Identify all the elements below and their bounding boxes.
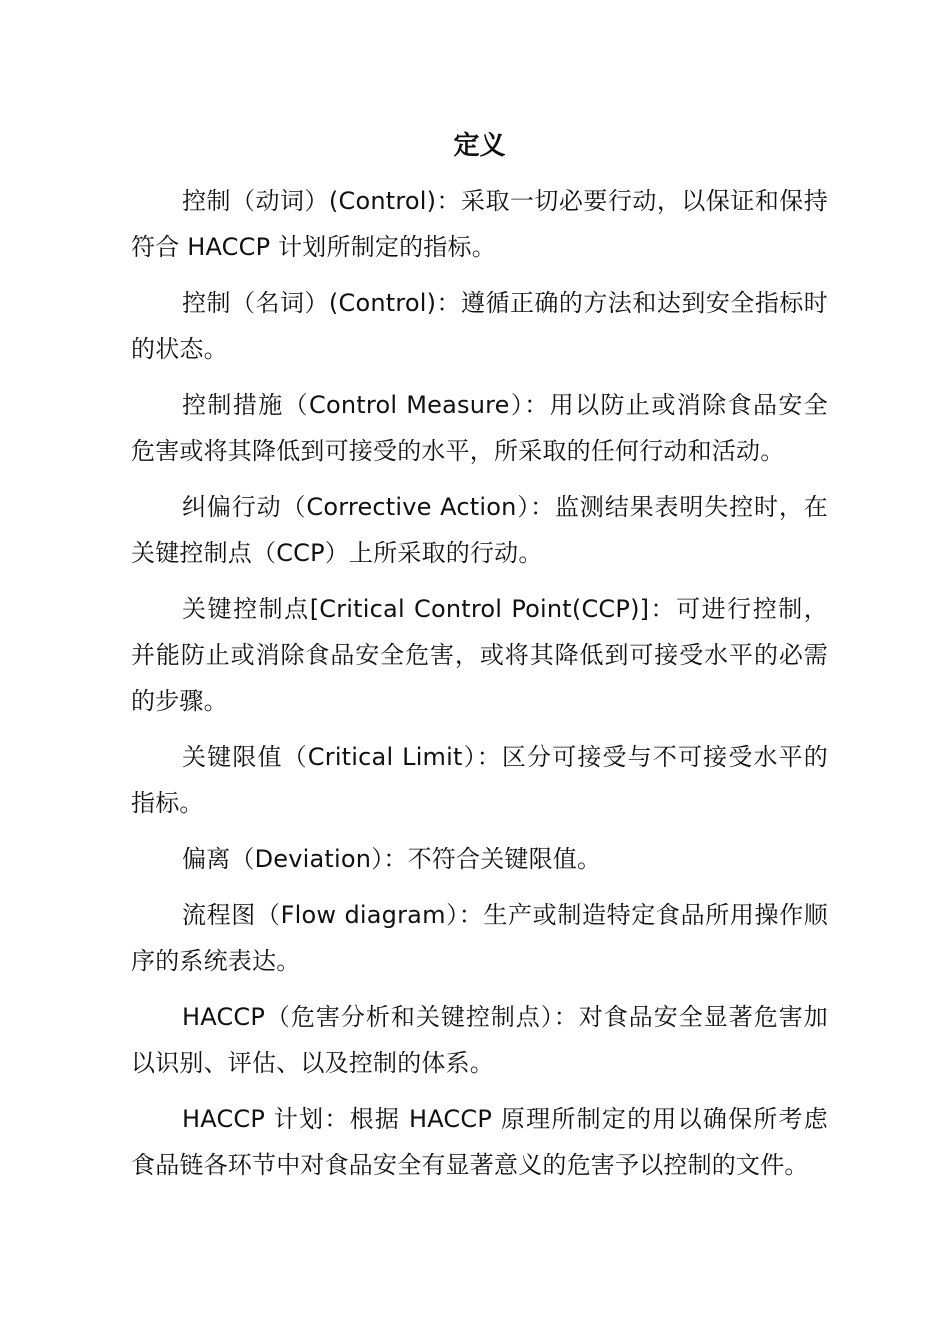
definition-critical-limit: 关键限值（Critical Limit）：区分可接受与不可接受水平的指标。 [131, 743, 828, 817]
page-title: 定义 [453, 131, 506, 161]
definition-corrective-action: 纠偏行动（Corrective Action）：监测结果表明失控时，在关键控制点（CCP）上所采取的行动。 [131, 493, 828, 567]
definition-ccp: 关键控制点[Critical Control Point(CCP)]：可进行控制，并能防止或消除食品安全危害，或将其降低到可接受水平的必需的步骤。 [131, 595, 828, 715]
document-page [131, 126, 828, 1198]
definition-deviation: 偏离（Deviation）：不符合关键限值。 [182, 845, 602, 873]
definition-control-measure: 控制措施（Control Measure）：用以防止或消除食品安全危害或将其降低到可接受的水平，所采取的任何行动和活动。 [131, 391, 828, 465]
definition-flow-diagram: 流程图（Flow diagram）：生产或制造特定食品所用操作顺序的系统表达。 [131, 901, 828, 975]
definition-haccp: HACCP（危害分析和关键控制点）：对食品安全显著危害加以识别、评估、以及控制的体系。 [131, 1003, 828, 1077]
definition-haccp-plan: HACCP 计划：根据 HACCP 原理所制定的用以确保所考虑食品链各环节中对食品安全有显著意义的危害予以控制的文件。 [131, 1105, 828, 1179]
definition-control-verb: 控制（动词）(Control)：采取一切必要行动，以保证和保持符合 HACCP 计划所制定的指标。 [131, 187, 828, 261]
definition-control-noun: 控制（名词）(Control)：遵循正确的方法和达到安全指标时的状态。 [131, 289, 828, 363]
